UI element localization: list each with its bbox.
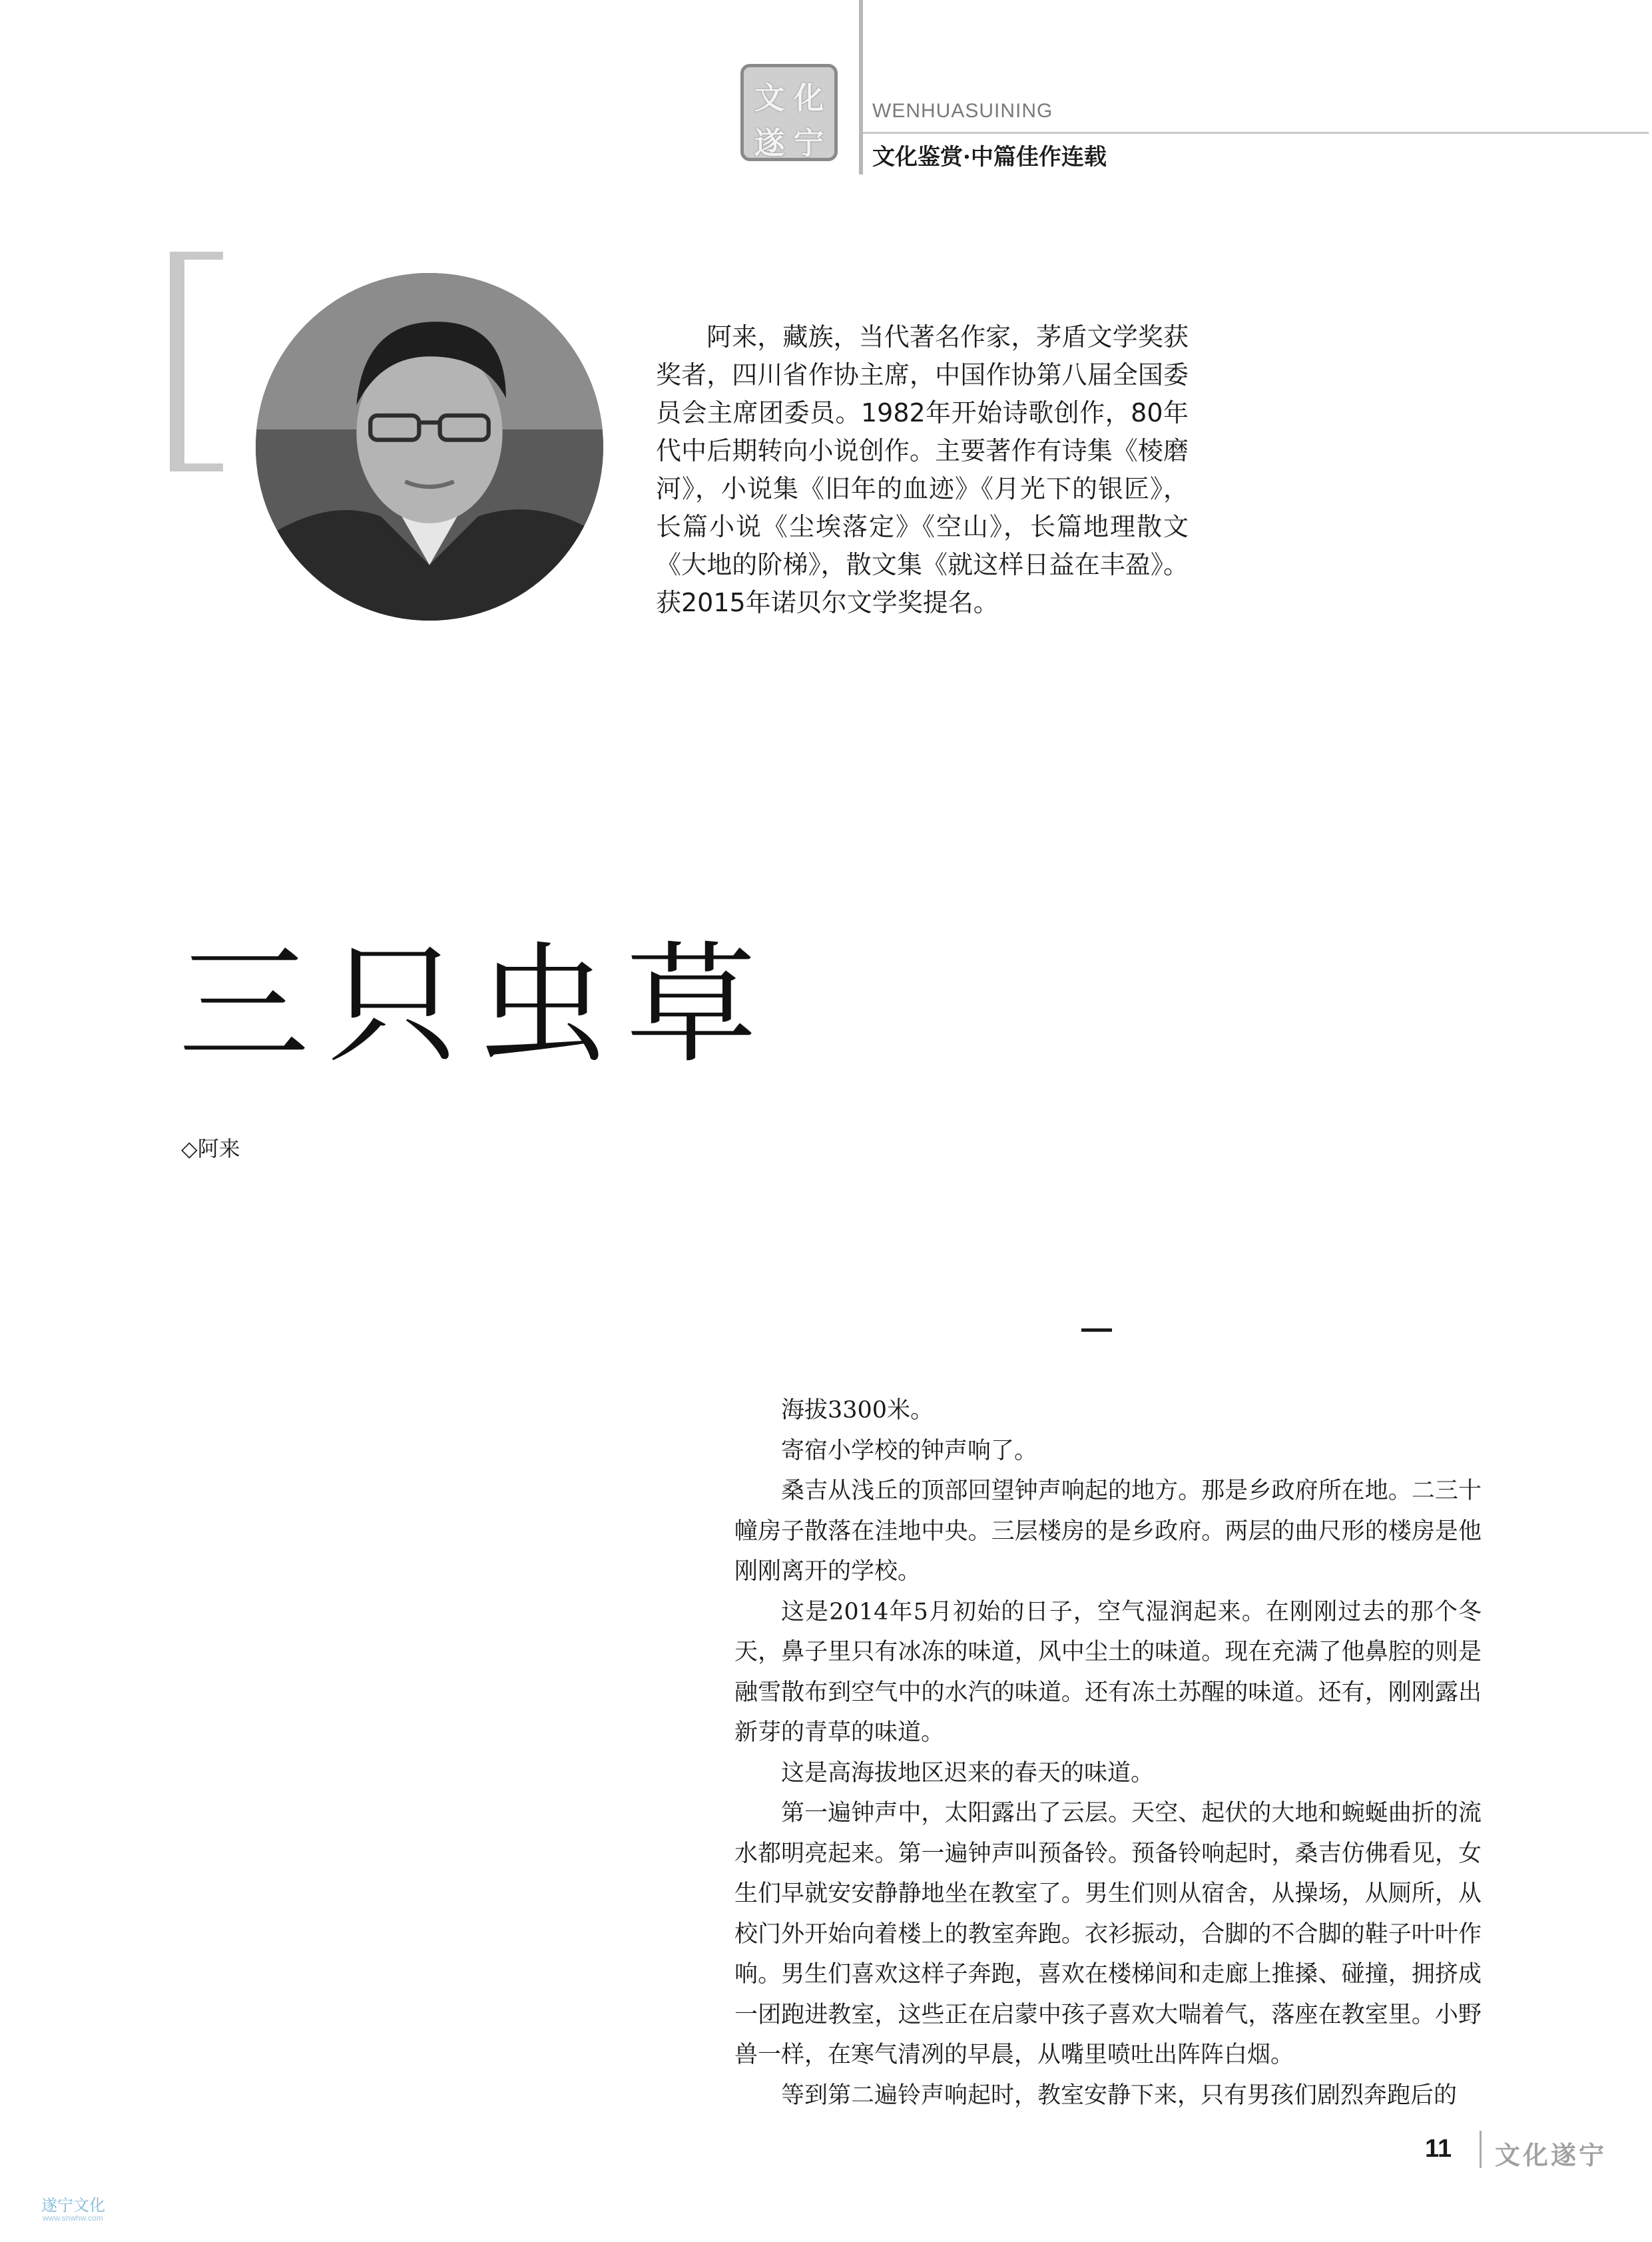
body-paragraph: 寄宿小学校的钟声响了。 bbox=[781, 1437, 1038, 1464]
logo-char: 文 bbox=[754, 80, 785, 116]
footer-magazine-name: 文化遂宁 bbox=[1495, 2140, 1607, 2170]
magazine-logo-seal bbox=[740, 64, 838, 161]
section-number-mark bbox=[1081, 1328, 1112, 1332]
watermark-url: www.snwhw.com bbox=[43, 2213, 103, 2223]
body-paragraph: 这是2014年5月初始的日子，空气湿润起来。在刚刚过去的那个冬天，鼻子里只有冰冻的味道，风中尘土的味道。现在充满了他鼻腔的则是融雪散布到空气中的水汽的味道。还有冻土苏醒的味道。还有，刚刚露出新芽的青草的味道。 bbox=[734, 1598, 1482, 1746]
footer-divider bbox=[1480, 2131, 1482, 2168]
header-vertical-divider bbox=[859, 0, 863, 174]
logo-char: 化 bbox=[793, 80, 824, 116]
author-portrait-image bbox=[256, 273, 603, 621]
body-paragraph: 这是高海拔地区迟来的春天的味道。 bbox=[781, 1759, 1155, 1787]
magazine-english-name: WENHUASUINING bbox=[872, 100, 1053, 122]
portrait-illustration bbox=[256, 273, 603, 621]
page-number: 11 bbox=[1425, 2135, 1452, 2163]
body-paragraph: 第一遍钟声中，太阳露出了云层。天空、起伏的大地和蜿蜒曲折的流水都明亮起来。第一遍钟声叫预备铃。预备铃响起时，桑吉仿佛看见，女生们早就安安静静地坐在教室了。男生们则从宿舍，从操场，从厕所，从校门外开始向着楼上的教室奔跑。衣衫振动，合脚的不合脚的鞋子叶叶作响。男生们喜欢这样子奔跑，喜欢在楼梯间和走廊上推搡、碰撞，拥挤成一团跑进教室，这些正在启蒙中孩子喜欢大喘着气，落座在教室里。小野兽一样，在寒气清冽的早晨，从嘴里喷吐出阵阵白烟。 bbox=[734, 1800, 1482, 2068]
article-body bbox=[734, 1390, 1482, 2115]
decorative-bracket bbox=[170, 252, 223, 471]
logo-char: 宁 bbox=[793, 125, 824, 161]
body-paragraph: 桑吉从浅丘的顶部回望钟声响起的地方。那是乡政府所在地。二三十幢房子散落在洼地中央。三层楼房的是乡政府。两层的曲尺形的楼房是他刚刚离开的学校。 bbox=[734, 1478, 1482, 1585]
site-watermark bbox=[41, 2192, 148, 2239]
header-horizontal-rule bbox=[863, 132, 1649, 134]
logo-char: 遂 bbox=[754, 125, 785, 161]
section-label: 文化鉴赏·中篇佳作连载 bbox=[872, 144, 1107, 170]
body-paragraph: 海拔3300米。 bbox=[781, 1397, 934, 1424]
article-title: 三只虫草 bbox=[178, 930, 776, 1081]
article-author: ◇阿来 bbox=[181, 1136, 240, 1161]
watermark-text: 遂宁文化 bbox=[41, 2196, 105, 2215]
body-paragraph: 等到第二遍铃声响起时，教室安静下来，只有男孩们剧烈奔跑后的 bbox=[781, 2082, 1458, 2109]
author-bio: 阿来，藏族，当代著名作家，茅盾文学奖获奖者，四川省作协主席，中国作协第八届全国委员会主席团委员。1982年开始诗歌创作，80年代中后期转向小说创作。主要著作有诗集《棱磨河》，小说集《旧年的血迹》《月光下的银匠》，长篇小说《尘埃落定》《空山》，长篇地理散文《大地的阶梯》，散文集《就这样日益在丰盈》。获2015年诺贝尔文学奖提名。 bbox=[656, 322, 1189, 617]
